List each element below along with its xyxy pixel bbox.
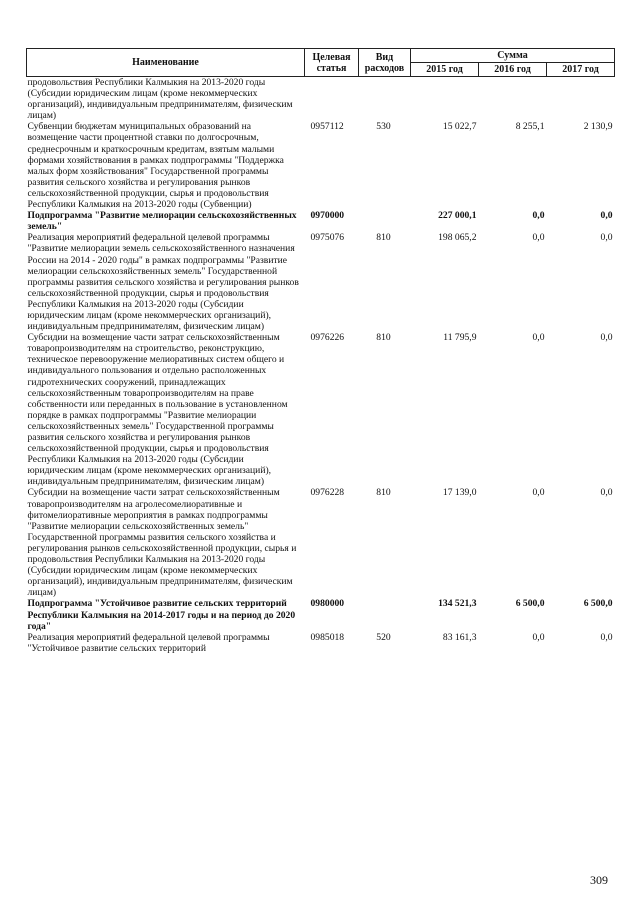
row-name: Подпрограмма "Устойчивое развитие сельских территорий Республики Калмыкия на 2014-2017 годы и на период до 2020 года": [27, 598, 296, 632]
row-article: 0976226: [310, 332, 345, 344]
row-sum-2017: 6 500,0: [583, 598, 613, 610]
row-sum-2016: [479, 77, 547, 122]
header-article: [305, 49, 359, 77]
header-sum: Сумма: [411, 49, 615, 63]
row-sum-2015: 11 795,9: [443, 332, 477, 344]
row-sum-2016: 6 500,0: [515, 598, 545, 610]
row-sum-2017: 0,0: [600, 332, 613, 344]
row-sum-2017: [547, 77, 615, 122]
row-sum-2015: 227 000,1: [438, 210, 477, 222]
table-row: [27, 121, 615, 210]
row-article: 0970000: [310, 210, 345, 222]
row-article: 0976228: [310, 487, 345, 499]
row-sum-2016: 0,0: [532, 332, 545, 344]
table-header: [27, 49, 615, 77]
row-article: [305, 77, 359, 122]
row-article: 0975076: [310, 232, 345, 244]
row-sum-2015: 198 065,2: [438, 232, 477, 244]
row-name: Субвенции бюджетам муниципальных образований на возмещение части процентной ставки по долгосрочным, среднесрочным и краткосрочным кредитам, взятым малыми формами хозяйствования в рамках подпрограммы "Поддержка малых форм хозяйствования" Государственной программы развития сельского хозяйства и регулирования рынков сельскохозяйственной продукции, сырья и продовольствия Республики Калмыкия на 2013-2020 годы (Субвенции): [27, 121, 284, 211]
header-article-line1: Целевая: [312, 51, 351, 63]
row-sum-2017: 0,0: [600, 631, 613, 643]
header-2015: 2015 год: [411, 63, 479, 77]
row-vid: [359, 77, 411, 122]
header-name: Наименование: [27, 49, 305, 77]
row-sum-2016: 8 255,1: [515, 121, 545, 133]
page-number: 309: [590, 873, 608, 887]
row-sum-2016: 0,0: [532, 232, 545, 244]
row-name: Субсидии на возмещение части затрат сельскохозяйственным товаропроизводителям на агролесомелиоративные и фитомелиоративные мероприятия в рамках подпрограммы "Развитие мелиорации сельскохозяйственных земель" Государственной программы развития сельского хозяйства и регулирования рынков сельскохозяйственной продукции, сырья и продовольствия Республики Калмыкия на 2013-2020 годы (Субсидии юридическим лицам (кроме некоммерческих организаций), индивидуальным предпринимателям, физическим лицам): [27, 487, 297, 599]
row-sum-2016: 0,0: [532, 487, 545, 499]
table-row: [27, 632, 615, 654]
row-vid: [359, 598, 411, 631]
row-sum-2015: 15 022,7: [442, 121, 477, 133]
table-row: [27, 487, 615, 598]
header-vid-line1: Вид: [375, 51, 394, 63]
table-row: [27, 77, 615, 122]
row-sum-2017: 2 130,9: [583, 121, 613, 133]
table-row: [27, 332, 615, 487]
row-sum-2015: [411, 77, 479, 122]
row-sum-2017: 0,0: [600, 487, 613, 499]
table-row: [27, 210, 615, 232]
row-name: продовольствия Республики Калмыкия на 2013-2020 годы (Субсидии юридическим лицам (кроме некоммерческих организаций), индивидуальным предпринимателям, физическим лицам): [27, 77, 293, 122]
budget-table-container: [26, 48, 614, 654]
row-vid: 810: [376, 487, 391, 499]
row-name: Подпрограмма "Развитие мелиорации сельскохозяйственных земель": [27, 210, 297, 233]
row-sum-2015: 83 161,3: [442, 631, 477, 643]
row-vid: 810: [376, 232, 391, 244]
header-article-line2: статья: [316, 62, 347, 74]
row-article: 0957112: [310, 121, 344, 133]
row-sum-2016: 0,0: [532, 631, 545, 643]
row-vid: 520: [376, 631, 391, 643]
table-row: [27, 232, 615, 332]
header-vid-line2: расходов: [364, 62, 405, 74]
table-row: [27, 598, 615, 631]
header-2016: 2016 год: [479, 63, 547, 77]
row-vid: [359, 210, 411, 232]
row-sum-2016: 0,0: [532, 210, 545, 222]
row-sum-2015: 134 521,3: [438, 598, 477, 610]
budget-table: [26, 48, 615, 654]
row-sum-2015: 17 139,0: [442, 487, 477, 499]
header-2017: 2017 год: [547, 63, 615, 77]
row-vid: 810: [376, 332, 391, 344]
row-name: Реализация мероприятий федеральной целевой программы "Устойчивое развитие сельских территорий: [27, 631, 270, 654]
row-name: Субсидии на возмещение части затрат сельскохозяйственным товаропроизводителям на строительство, реконструкцию, техническое перевооружение мелиоративных систем общего и индивидуального пользования и отдельно расположенных гидротехнических сооружений, принадлежащих сельскохозяйственным товаропроизводителям на праве собственности или переданных в пользование в установленном порядке в рамках подпрограммы "Развитие мелиорации сельскохозяйственных земель" Государственной программы развития сельского хозяйства и регулирования рынков сельскохозяйственной продукции, сырья и продовольствия Республики Калмыкия на 2013-2020 годы (Субсидии юридическим лицам (кроме некоммерческих организаций), индивидуальным предпринимателям, физическим лицам): [27, 332, 288, 488]
header-vid: [359, 49, 411, 77]
row-article: 0985018: [310, 631, 345, 643]
row-name: Реализация мероприятий федеральной целевой программы "Развитие мелиорации земель сельскохозяйственного назначения России на 2014 - 2020 годы" в рамках подпрограммы "Развитие мелиорации сельскохозяйственных земель" Государственной программы развития сельского хозяйства и регулирования рынков сельскохозяйственной продукции, сырья и продовольствия Республики Калмыкия на 2013-2020 годы (Субсидии юридическим лицам (кроме некоммерческих организаций), индивидуальным предпринимателям, физическим лицам): [27, 232, 299, 333]
table-body: [27, 77, 615, 654]
row-article: 0980000: [310, 598, 345, 610]
row-vid: 530: [376, 121, 391, 133]
row-sum-2017: 0,0: [600, 232, 613, 244]
row-sum-2017: 0,0: [600, 210, 613, 222]
